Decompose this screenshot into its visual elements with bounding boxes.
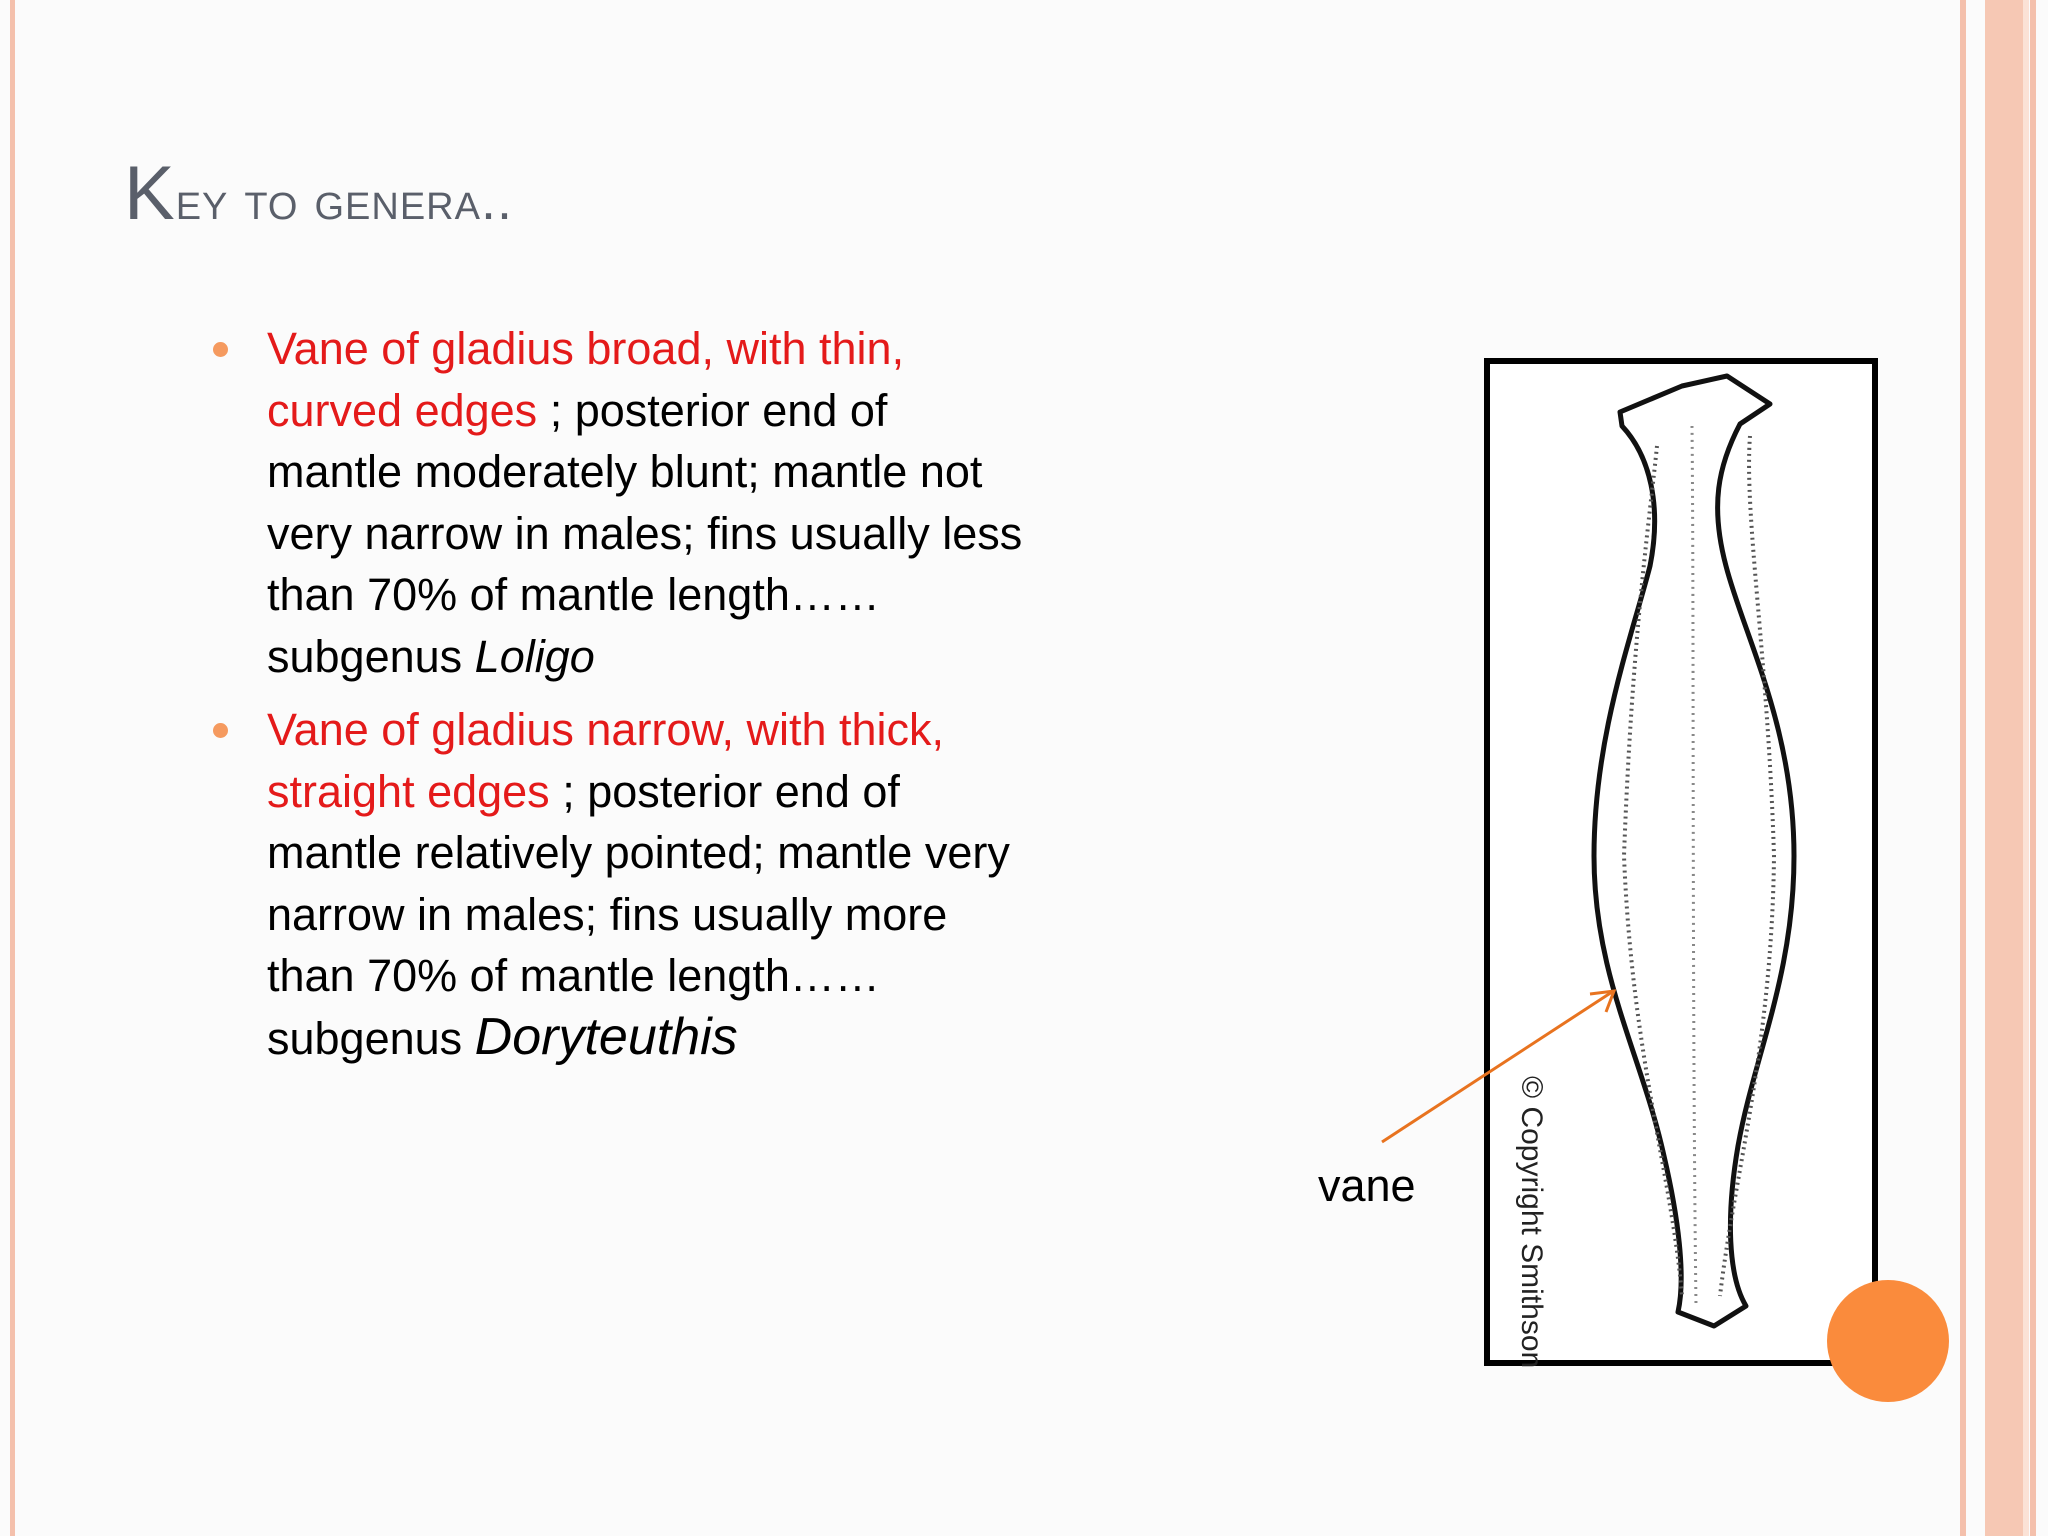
bullet-text: ; posterior end of mantle moderately blunt; mantle not very narrow in males; fins usually less than 70% of mantle length…… subgenus — [267, 384, 1023, 682]
copyright-text: © Copyright Smithsonian — [1515, 1076, 1548, 1368]
bullet-highlight: Vane of gladius broad, with thin, curved edges — [267, 323, 905, 436]
right-border-band-light — [2023, 0, 2029, 1536]
title-rest: ey to genera.. — [175, 171, 513, 231]
right-border-stripe-outer — [2030, 0, 2036, 1536]
decorative-orange-circle — [1827, 1280, 1949, 1402]
bullet-item-doryteuthis — [200, 699, 1030, 1069]
right-border-stripe — [1960, 0, 1966, 1536]
right-border-band — [1985, 0, 2023, 1536]
title-first-letter: K — [124, 151, 176, 236]
gladius-figure — [1482, 356, 1882, 1373]
gladius-illustration — [1482, 356, 1882, 1368]
slide-title — [124, 150, 513, 237]
vane-label: vane — [1318, 1160, 1416, 1211]
key-bullet-list — [200, 318, 1030, 1081]
subgenus-name: Doryteuthis — [474, 1007, 738, 1066]
subgenus-name: Loligo — [474, 630, 595, 682]
bullet-highlight: Vane of gladius narrow, with thick, straight edges — [267, 704, 945, 817]
bullet-dot-icon — [213, 342, 228, 357]
vane-arrow-icon — [1370, 980, 1630, 1160]
bullet-item-loligo — [200, 318, 1030, 687]
bullet-text: ; posterior end of mantle relatively pointed; mantle very narrow in males; fins usually more than 70% of mantle length……subgenus — [267, 765, 1010, 1064]
bullet-dot-icon — [213, 723, 228, 738]
left-border-stripe — [10, 0, 15, 1536]
